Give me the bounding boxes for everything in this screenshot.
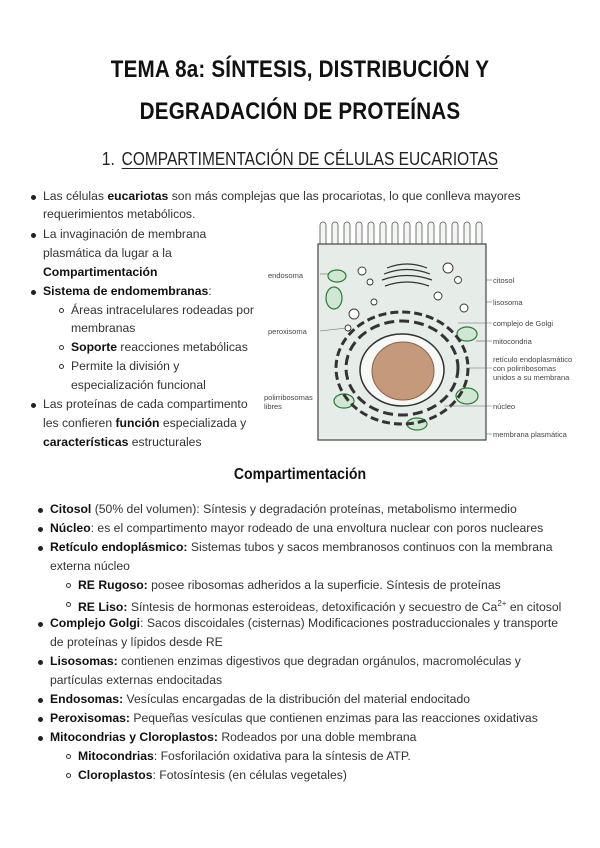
intro-s1-line1: Áreas intracelulares rodeadas por bbox=[71, 303, 254, 317]
item-nucleo: Núcleo: es el compartimento mayor rodeado de una envoltura nuclear con poros nucleares bbox=[50, 521, 544, 535]
bullet-dot bbox=[31, 403, 36, 408]
label-mitocondria: mitocondria bbox=[493, 337, 532, 346]
item-endosomas: Endosomas: Vesículas encargadas de la distribución del material endocitado bbox=[50, 692, 471, 706]
item-mito-cloro: Mitocondrias y Cloroplastos: Rodeados por una doble membrana bbox=[50, 730, 417, 744]
sub-bullet-circle bbox=[66, 602, 71, 607]
intro-p3: Sistema de endomembranas: bbox=[43, 284, 212, 298]
sub-bullet-circle bbox=[59, 308, 64, 313]
sub-bullet-circle bbox=[66, 583, 71, 588]
label-reticulo-3: unidos a su membrana bbox=[493, 373, 570, 382]
intro-p2-line1: La invaginación de membrana bbox=[43, 227, 207, 241]
item-re: Retículo endoplásmico: Sistemas tubos y sacos membranosos continuos con la membrana bbox=[50, 540, 553, 554]
bullet-dot bbox=[38, 717, 43, 722]
item-citosol: Citosol (50% del volumen): Síntesis y degradación proteínas, metabolismo intermedio bbox=[50, 502, 517, 516]
intro-p1-line2: requerimientos metabólicos. bbox=[43, 207, 196, 221]
intro-p4-line2: les confieren función especializada y bbox=[43, 416, 247, 430]
label-reticulo: retículo endoplasmático bbox=[493, 355, 573, 364]
item-rer: RE Rugoso: posee ribosomas adheridos a la superficie. Síntesis de proteínas bbox=[78, 578, 501, 592]
page-title-line-2: DEGRADACIÓN DE PROTEÍNAS bbox=[139, 98, 461, 125]
intro-s1-line2: membranas bbox=[71, 321, 136, 335]
bullet-dot bbox=[38, 546, 43, 551]
intro-s3-line1: Permite la división y bbox=[71, 359, 180, 373]
label-polirribosomas: polirribosomas bbox=[264, 393, 313, 402]
intro-p4-line1: Las proteínas de cada compartimento bbox=[43, 397, 248, 411]
page-title-line-1: TEMA 8a: SÍNTESIS, DISTRIBUCIÓN Y bbox=[110, 56, 490, 83]
label-libres: libres bbox=[264, 402, 282, 411]
label-citosol: citosol bbox=[493, 276, 515, 285]
intro-p2-line2: plasmática da lugar a la bbox=[43, 246, 172, 260]
item-lisosomas-line2: partículas externas endocitadas bbox=[50, 673, 223, 687]
bullet-dot bbox=[31, 195, 36, 200]
label-endosoma: endosoma bbox=[268, 271, 304, 280]
sub-bullet-circle bbox=[59, 364, 64, 369]
item-golgi: Complejo Golgi: Sacos discoidales (cisternas) Modificaciones postraduccionales y transporte bbox=[50, 616, 559, 630]
item-rel: RE Liso: Síntesis de hormonas esteroideas, detoxificación y secuestro de $Ca^{2+}$ en citosol bbox=[78, 599, 562, 615]
bullet-dot bbox=[38, 736, 43, 741]
sub-bullet-circle bbox=[66, 754, 71, 759]
item-cloroplastos: Cloroplastos: Fotosíntesis (en células vegetales) bbox=[78, 768, 347, 782]
intro-s3-line2: especialización funcional bbox=[71, 378, 206, 392]
bullet-dot bbox=[31, 233, 36, 238]
bullet-dot bbox=[38, 508, 43, 513]
bullet-dot bbox=[38, 527, 43, 532]
item-mitocondrias: Mitocondrias: Fosforilación oxidativa para la síntesis de ATP. bbox=[78, 749, 411, 763]
intro-s2: Soporte reacciones metabólicas bbox=[71, 340, 248, 354]
intro-p4-line3: características estructurales bbox=[43, 435, 202, 449]
microvilli bbox=[320, 222, 482, 246]
label-membrana: membrana plasmática bbox=[493, 430, 567, 439]
compartments-heading: Compartimentación bbox=[233, 466, 367, 483]
intro-p1-line1: Las células eucariotas son más complejas que las procariotas, lo que conlleva mayores bbox=[43, 189, 521, 203]
label-reticulo-2: con polirribosomas bbox=[493, 364, 556, 373]
sub-bullet-circle bbox=[59, 345, 64, 350]
eukaryotic-cell-diagram bbox=[262, 216, 573, 446]
item-lisosomas: Lisosomas: contienen enzimas digestivos que degradan orgánulos, macromoléculas y bbox=[50, 654, 521, 668]
bullet-dot bbox=[38, 660, 43, 665]
intro-p2-line3: Compartimentación bbox=[43, 265, 158, 279]
section-number: 1. bbox=[101, 149, 115, 169]
sub-bullet-circle bbox=[66, 773, 71, 778]
section-title: COMPARTIMENTACIÓN DE CÉLULAS EUCARIOTAS bbox=[121, 149, 499, 169]
label-peroxisoma: peroxisoma bbox=[268, 327, 307, 336]
section-heading bbox=[42, 149, 558, 170]
item-re-line2: externa núcleo bbox=[50, 559, 130, 573]
item-golgi-line2: de proteínas y lípidos desde RE bbox=[50, 635, 223, 649]
nucleolus bbox=[372, 342, 434, 400]
label-lisosoma: lisosoma bbox=[493, 298, 523, 307]
bullet-dot bbox=[31, 290, 36, 295]
label-nucleo: núcleo bbox=[493, 402, 516, 411]
item-peroxisomas: Peroxisomas: Pequeñas vesículas que contienen enzimas para las reacciones oxidativas bbox=[50, 711, 538, 725]
bullet-dot bbox=[38, 622, 43, 627]
label-golgi: complejo de Golgi bbox=[493, 319, 554, 328]
bullet-dot bbox=[38, 698, 43, 703]
